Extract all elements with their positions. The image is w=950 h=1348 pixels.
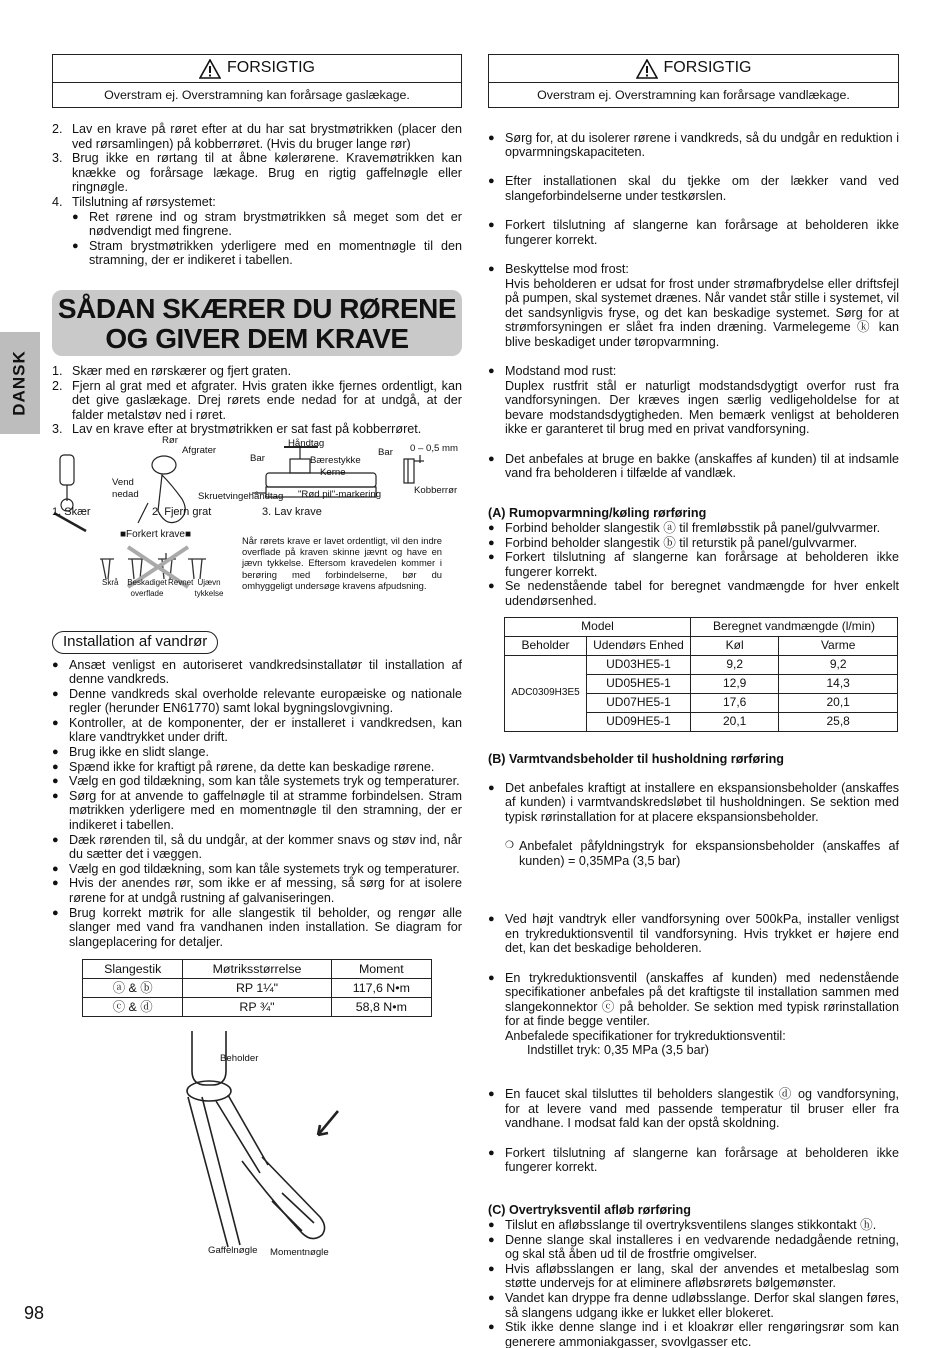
table-header-row [83,960,432,979]
label-ror: Rør [162,434,178,446]
table-cell: UD05HE5-1 [587,674,691,693]
table-cell: ⓐ & ⓑ [83,979,183,998]
label-bar-2: Bar [378,446,393,458]
list-item: 3. Lav en krave efter at brystmøtrikken er sat fast på kobberrøret. [52,422,422,437]
caution-box-gas [52,54,462,108]
list-item: ● En faucet skal tilsluttes til beholders slangestik ⓓ og vandforsyning, for at levere vand med passende temperatur til bruser eller fra vandhane. I modsat fald kan der opstå skoldning. [488,1087,899,1131]
list-item: 1. Skær med en rørskærer og fjert graten. [52,363,292,378]
warning-icon [636,59,658,79]
caution-header [53,55,461,83]
table-header-row [505,617,898,636]
table-cell: 117,6 N•m [331,979,431,998]
caution-text: Overstram ej. Overstramning kan forårsage gaslækage. [104,88,410,102]
list-item: ● Forbind beholder slangestik ⓐ til fremløbsstik på panel/gulvvarmer. [488,521,899,536]
caution-text: Overstram ej. Overstramning kan forårsage vandlækage. [537,88,850,102]
list-item: ● Stram brystmøtrikken yderligere med en momentnøgle til den stramning, der er indikeret i tabellen. [72,239,462,268]
wrench-illustration [52,1031,462,1261]
caution-header [489,55,898,83]
list-item: ● Dæk rørenden til, så du undgår, at der kommer snavs og støv ind, når du sætter det i væggen. [52,833,462,862]
section-a-title: (A) Rumopvarmning/køling rørføring [488,506,707,521]
label-skruetvinge: Skruetvingehåndtag [198,490,284,502]
torque-table [82,959,432,1017]
spec-value: Indstillet tryk: 0,35 MPa (3,5 bar) [527,1043,709,1058]
list-item: ● Ansæt venligst en autoriseret vandkredsinstallatør til installation af denne vandkreds. [52,658,462,687]
water-amount-table [504,617,898,732]
table-header: Model [505,617,691,636]
table-header: Beregnet vandmængde (l/min) [691,617,898,636]
table-cell: 58,8 N•m [331,998,431,1017]
install-list [52,658,462,950]
list-item: ● Vælg en god tildækning, som kan tåle systemets tryk og temperaturer. [52,862,462,877]
list-item: ● Brug korrekt møtrik for alle slangestik til beholder, og rengør alle slanger med vand fra vandhanen inden installation. Se diagram for slangeplacering for detaljer. [52,906,462,950]
list-item: ● Forkert tilslutning af slangerne kan forårsage at beholderen ikke fungerer korrekt. [488,218,899,247]
list-item: ● En trykreduktionsventil (anskaffes af kunden) med nedenstående specifikationer anbefales på det kraftigste til installation sammen med slangekonnektor ⓒ på beholder. Se sektion med typisk rørinstallation for at finde begge ventiler. Anbefalede specifikationer for trykreduktionsventil: Indstillet tryk: 0,35 MPa (3,5 bar) [488,971,899,1073]
table-cell: UD07HE5-1 [587,693,691,712]
flare-label-ujaevn: Ujævn tykkelse [194,577,224,598]
table-cell: UD09HE5-1 [587,712,691,731]
section-b-circle-list [505,825,899,883]
list-item: ● Vandet kan dryppe fra denne udløbsslange. Derfor skal slangen føres, så slangens udgang ikke er lukket eller blokeret. [488,1291,899,1320]
section-a-list [488,521,899,609]
caption-3: 3. Lav krave [262,505,322,518]
label-handtag: Håndtag [288,437,325,449]
section-b-list [488,766,899,1189]
list-item: ● Forkert tilslutning af slangerne kan forårsage at beholderen ikke fungerer korrekt. [488,550,899,579]
flare-note: Når rørets krave er lavet ordentligt, vil den indre overflade på kraven skinne jævnt og have en jævn tykkelse. Eftersom kravedelen kommer i berøring med forbindelserne, bør du omhyggeligt undersøge kravens afpudsning. [242,534,442,591]
caption-2: 2. Fjern grat [152,505,212,518]
flare-steps-list [52,122,462,268]
table-header: Moment [331,960,431,979]
table-cell: 17,6 [691,693,779,712]
label-afgrater: Afgrater [182,444,217,456]
list-item: 4. Tilslutning af rørsystemet: ● Ret rørene ind og stram brystmøtrikken så meget som det er nødvendigt med fingrene. ● Stram brystmøtrikken yderligere med en momentnøgle til den stramning, der er indikeret i tabellen. [52,195,462,268]
table-cell: 9,2 [779,655,898,674]
list-item: ● Modstand mod rust: Duplex rustfrit stål er naturligt modstandsdygtigt overfor rust fra vandforsyningen. Der kræves ingen særlig vedligeholdelse for at bevare modstandsdygtigheden. Men bemærk venligst at beholderen ikke er garanteret til brug med en privat vandforsyning. [488,364,899,437]
section-c-list [488,1218,899,1348]
list-item: ● Forbind beholder slangestik ⓑ til returstik på panel/gulvvarmer. [488,536,899,551]
section-c-title: (C) Overtryksventil afløb rørføring [488,1203,691,1218]
table-cell: 12,9 [691,674,779,693]
banner-line-1: SÅDAN SKÆRER DU RØRENE [57,292,457,324]
label-gaffelnogle: Gaffelnøgle [208,1245,258,1257]
banner-line-2: OG GIVER DEM KRAVE [105,322,409,354]
wrench-drawing [132,1031,432,1261]
caution-title: FORSIGTIG [227,59,315,77]
list-item: ● Kontroller, at de komponenter, der er installeret i vandkredsen, kan klare vandtrykket under drift. [52,716,462,745]
step4-sublist [72,210,462,268]
table-header: Slangestik [83,960,183,979]
section-banner [52,290,462,356]
caption-1: 1. Skær [52,505,91,518]
label-vend: Vend [112,476,134,488]
flare-title: ■Forkert krave■ [120,528,191,540]
list-item: ● Sørg for at anvende to gaffelnøgle til at stramme forbindelsen. Stram møtrikken yderligere med en momentnøgle til den stramning, der er indikeret i tabellen. [52,789,462,833]
list-item: 2. Fjern al grat med et afgrater. Hvis graten ikke fjernes ordentligt, kan det give gaslækage. Drej rørets ende nedad for at undgå, at der falder metalstøv ned i røret. [52,378,462,422]
list-item: ● Beskyttelse mod frost: Hvis beholderen er udsat for frost under strømafbrydelse eller driftsfejl på pumpen, skal systemet drænes. Når vandet står stille i systemet, vil det sandsynligvis fryse, og det kan beskadige systemet. Sørg for at strømforsyningen er slået fra inden dræning. Varmelegeme ⓚ kan blive beskadiget under tøropvarmning. [488,262,899,350]
list-item: ● Brug ikke en slidt slange. [52,745,462,760]
list-item: ● Sørg for, at du isolerer rørene i vandkreds, så du undgår en reduktion i opvarmningskapaciteten. [488,131,899,160]
list-item: ● Efter installationen skal du tjekke om der lækker vand ved slangeforbindelserne under testkørslen. [488,174,899,203]
table-cell: 9,2 [691,655,779,674]
table-row [505,655,898,674]
list-item: ● Tilslut en afløbsslange til overtryksventilens slanges stikkontakt ⓗ. [488,1218,899,1233]
language-tab [0,332,40,434]
caution-box-water [488,54,899,108]
table-cell: 25,8 [779,712,898,731]
list-item: ❍ Anbefalet påfyldningstryk for ekspansionsbeholder (anskaffes af kunden) = 0,35MPa (3,5 bar) [505,839,899,868]
label-beholder: Beholder [220,1053,259,1065]
list-item: ● Spænd ikke for kraftigt på rørene, da dette kan beskadige rørene. [52,760,462,775]
list-item: ● Hvis der anendes rør, som ikke er af messing, så sørg for at isolere rørene for at undgå rustning af galvaniseringen. [52,876,462,905]
list-item: ● Hvis afløbsslangen er lang, skal der anvendes et metalbeslag som støtte undervejs for at eliminere afløbsrørets bølgemønster. [488,1262,899,1291]
cut-steps-list [52,364,462,437]
label-mm: 0 – 0,5 mm [410,442,458,454]
label-kerne: Kerne [320,466,346,478]
table-header: Udendørs Enhed [587,636,691,655]
list-item: ● Ved højt vandtryk eller vandforsyning over 500kPa, installer venligst en trykreduktionsventil til vandforsyning. Hvis trykket er højere end det, kan det beskadige beholderen. [488,912,899,956]
label-baerestykke: Bærestykke [310,454,361,466]
table-header: Beholder [505,636,587,655]
install-section-title: Installation af vandrør [52,631,218,654]
warning-icon [199,59,221,79]
water-caution-list [488,116,899,495]
label-rod-pil: "Rød pil"-markering [298,488,382,500]
label-kobberror: Kobberrør [414,484,458,496]
section-b-title: (B) Varmtvandsbeholder til husholdning rørføring [488,751,784,766]
cutting-illustration [52,434,462,539]
table-cell: RP 1¼" [183,979,331,998]
flare-label-skra: Skrå [102,577,119,587]
language-tab-label: DANSK [9,350,29,416]
table-header: Køl [691,636,779,655]
table-cell: 20,1 [691,712,779,731]
table-header: Møtriksstørrelse [183,960,331,979]
list-item: ● Det anbefales kraftigt at installere en ekspansionsbeholder (anskaffes af kunden) i varmtvandskredsløbet til husholdningen. Se sektion med typisk rørinstallation for at placere ekspansionsbeholder. ❍ Anbefalet påfyldningstryk for ekspansionsbeholder (anskaffes af kunden) = 0,35MPa (3,5 bar) [488,781,899,898]
label-momentnogle: Momentnøgle [270,1247,329,1259]
table-cell: RP ¾" [183,998,331,1017]
caution-title: FORSIGTIG [663,59,752,77]
table-row [83,998,432,1017]
list-item: ● Denne slange skal installeres i en vedvarende nedadgående retning, og skal stå åben ud til de frostfrie omgivelser. [488,1233,899,1262]
table-cell: ADC0309H3E5 [505,655,587,731]
list-item: ● Se nedenstående tabel for beregnet vandmængde for hver enkelt udendørsenhed. [488,579,899,608]
list-item: ● Stik ikke denne slange ind i et kloakrør eller rengøringsrør som kan generere ammoniakgasser, svovlgasser etc. [488,1320,899,1348]
list-item: ● Det anbefales at bruge en bakke (anskaffes af kunden) til at indsamle vand fra beholderen i tilfælde af vandlæk. [488,452,899,481]
flare-label-beskadiget: Beskadiget overflade [127,577,167,598]
table-header: Varme [779,636,898,655]
label-bar: Bar [250,452,265,464]
table-cell: ⓒ & ⓓ [83,998,183,1017]
list-item: ● Vælg en god tildækning, som kan tåle systemets tryk og temperaturer. [52,774,462,789]
table-cell: 20,1 [779,693,898,712]
list-item: 2. Lav en krave på røret efter at du har sat brystmøtrikken (placer den ved rørsamlingen) på kobberrøret. (Hvis du bruger lange rør) [52,122,462,151]
list-item: ● Ret rørene ind og stram brystmøtrikken så meget som det er nødvendigt med fingrene. [72,210,462,239]
page-number: 98 [24,1303,45,1323]
table-cell: 14,3 [779,674,898,693]
left-column [52,54,462,1261]
table-header-row [505,636,898,655]
list-item: ● Denne vandkreds skal overholde relevante europæiske og nationale regler (herunder EN61770) samt lokal bygningslovgivning. [52,687,462,716]
flare-label-revnet: Revnet [168,577,194,587]
label-nedad: nedad [112,488,139,500]
table-cell: UD03HE5-1 [587,655,691,674]
right-column [488,54,899,1348]
list-item: ● Forkert tilslutning af slangerne kan forårsage at beholderen ikke fungerer korrekt. [488,1146,899,1175]
list-item: 3. Brug ikke en rørtang til at åbne kølerørene. Kravemøtrikken kan knække og forårsage lækage. Brug en rigtig gaffelnøgle eller ringnøgle. [52,151,462,195]
table-row [83,979,432,998]
flare-quality-figure [52,529,462,621]
